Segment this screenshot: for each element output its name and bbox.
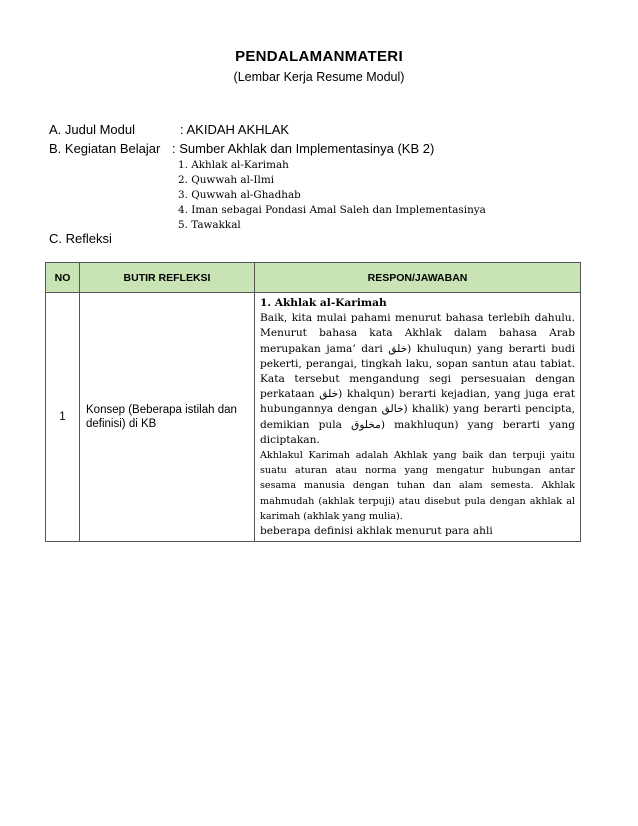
respon-last-line: beberapa definisi akhlak menurut para ahli	[260, 525, 493, 538]
kb-item: 5. Tawakkal	[178, 219, 241, 231]
butir-refleksi-cell: Konsep (Beberapa istilah dan definisi) di KB	[80, 293, 255, 542]
header-butir-refleksi: BUTIR REFLEKSI	[80, 263, 255, 293]
row-number: 1	[46, 293, 80, 542]
kegiatan-belajar-value: : Sumber Akhlak dan Implementasinya (KB 2)	[172, 141, 435, 156]
respon-heading: 1. Akhlak al-Karimah	[260, 297, 387, 309]
kegiatan-belajar-list	[178, 158, 486, 233]
kb-item: 4. Iman sebagai Pondasi Amal Saleh dan Implementasinya	[178, 204, 486, 216]
table-header-row	[46, 263, 581, 293]
kb-item: 3. Quwwah al-Ghadhab	[178, 189, 301, 201]
table-row	[46, 293, 581, 542]
page-subtitle: (Lembar Kerja Resume Modul)	[233, 70, 405, 84]
refleksi-label: C. Refleksi	[49, 231, 112, 246]
page-title: PENDALAMANMATERI	[235, 48, 403, 65]
respon-paragraph: Baik, kita mulai pahami menurut bahasa terlebih dahulu. Menurut bahasa kata Akhlak dalam bahasa Arab merupakan jama’ dari خلق) khuluqun) yang berarti budi pekerti, perangai, tingkah laku, sopan santun atau tabiat. Kata tersebut mengandung segi persesuaian dengan perkataan خلق) khalqun) berarti kejadian, yang juga erat hubungannya dengan خالق) khalik) yang berarti pencipta, demikian pula مخلوق) makhluqun) yang berarti yang diciptakan.	[260, 312, 575, 446]
respon-paragraph: Akhlakul Karimah adalah Akhlak yang baik dan terpuji yaitu suatu aturan atau norma yang mengatur hubungan antar sesama manusia dengan tuhan dan alam semesta. Akhlak mahmudah (akhlak terpuji) atau disebut pula dengan akhlak al karimah (akhlak yang mulia).	[260, 450, 575, 522]
judul-modul-label: A. Judul Modul	[49, 122, 135, 137]
respon-cell	[255, 293, 581, 542]
kb-item: 1. Akhlak al-Karimah	[178, 159, 289, 171]
kb-item: 2. Quwwah al-Ilmi	[178, 174, 275, 186]
judul-modul-value: : AKIDAH AKHLAK	[180, 122, 290, 137]
header-respon-jawaban: RESPON/JAWABAN	[255, 263, 581, 293]
header-no: NO	[46, 263, 80, 293]
refleksi-table	[45, 262, 581, 542]
kegiatan-belajar-label: B. Kegiatan Belajar	[49, 141, 161, 156]
